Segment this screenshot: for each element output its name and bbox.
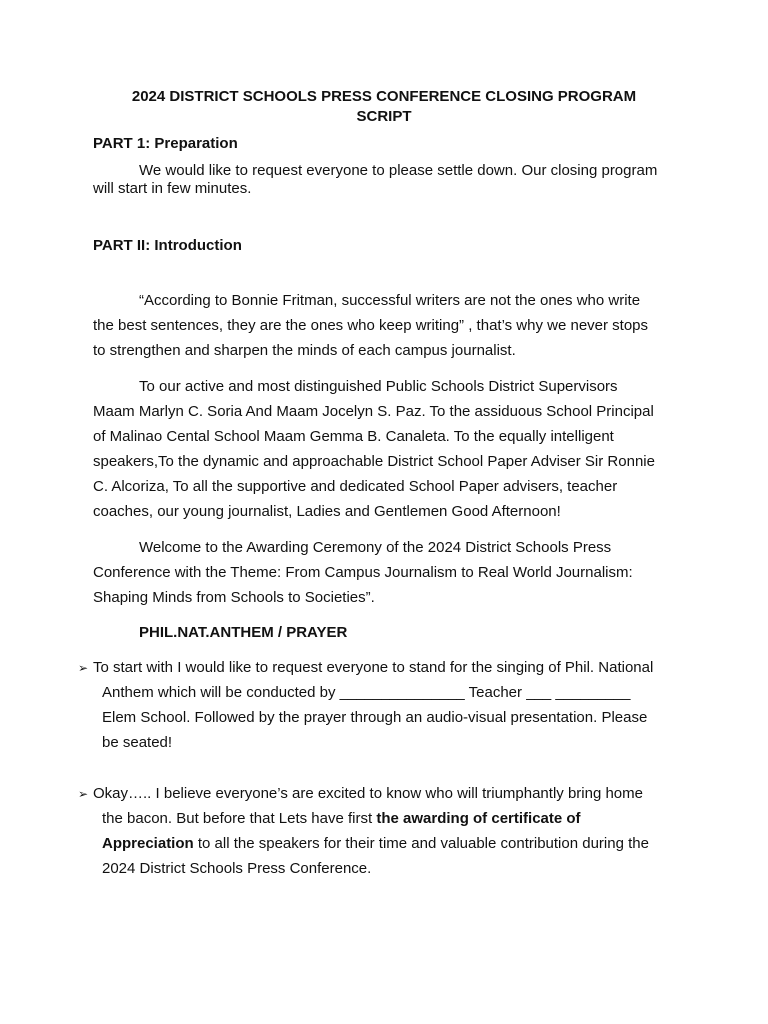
anthem-bullet-line-1: To start with I would like to request everyone to stand for the singing of Phil. National	[93, 659, 654, 676]
awarding-bullet-line-1: Okay….. I believe everyone’s are excited to know who will triumphantly bring home	[93, 785, 643, 802]
part1-line-2: will start in few minutes.	[93, 180, 252, 197]
welcome-paragraph	[93, 535, 693, 610]
title-line-2: SCRIPT	[356, 108, 412, 125]
title-line-1: 2024 DISTRICT SCHOOLS PRESS CONFERENCE CLOSING PROGRAM	[131, 88, 637, 105]
welcome-line-3: Shaping Minds from Schools to Societies”.	[93, 589, 375, 606]
awarding-bullet	[78, 781, 688, 881]
anthem-bullet-line-2: Anthem which will be conducted by _______________ Teacher ___ _________	[102, 684, 631, 701]
anthem-bullet-line-3: Elem School. Followed by the prayer through an audio-visual presentation. Please	[102, 709, 648, 726]
quote-line-2: the best sentences, they are the ones who keep writing” , that’s why we never stops	[93, 317, 649, 334]
awarding-line-2-bold: the awarding of certificate of	[376, 810, 581, 827]
arrow-bullet-icon: ➢	[78, 661, 89, 675]
document-title	[93, 87, 675, 127]
part2-heading: PART II: Introduction	[93, 237, 242, 254]
quote-line-1: “According to Bonnie Fritman, successful writers are not the ones who write	[139, 292, 641, 309]
anthem-bullet	[78, 655, 688, 755]
quote-line-3: to strengthen and sharpen the minds of each campus journalist.	[93, 342, 516, 359]
awarding-line-3-text: to all the speakers for their time and valuable contribution during the	[193, 835, 649, 852]
greeting-line-2: Maam Marlyn C. Soria And Maam Jocelyn S. Paz. To the assiduous School Principal	[93, 403, 654, 420]
awarding-line-2-text: the bacon. But before that Lets have first	[102, 810, 377, 827]
welcome-line-2: Conference with the Theme: From Campus Journalism to Real World Journalism:	[93, 564, 633, 581]
greeting-line-3: of Malinao Cental School Maam Gemma B. Canaleta. To the equally intelligent	[93, 428, 614, 445]
anthem-bullet-line-4: be seated!	[102, 734, 173, 751]
awarding-line-3-bold: Appreciation	[102, 835, 194, 852]
welcome-line-1: Welcome to the Awarding Ceremony of the 2024 District Schools Press	[139, 539, 612, 556]
part1-heading: PART 1: Preparation	[93, 135, 238, 152]
greeting-line-6: coaches, our young journalist, Ladies and Gentlemen Good Afternoon!	[93, 503, 561, 520]
greeting-line-5: C. Alcoriza, To all the supportive and dedicated School Paper advisers, teacher	[93, 478, 618, 495]
awarding-bullet-line-4: 2024 District Schools Press Conference.	[102, 860, 372, 877]
part1-line-1: We would like to request everyone to please settle down. Our closing program	[139, 162, 658, 179]
greeting-line-4: speakers,To the dynamic and approachable District School Paper Adviser Sir Ronnie	[93, 453, 655, 470]
quote-paragraph	[93, 288, 693, 363]
greeting-line-1: To our active and most distinguished Public Schools District Supervisors	[139, 378, 618, 395]
greeting-paragraph	[93, 374, 693, 524]
anthem-heading: PHIL.NAT.ANTHEM / PRAYER	[139, 624, 348, 641]
part1-paragraph	[93, 162, 693, 198]
arrow-bullet-icon: ➢	[78, 787, 89, 801]
